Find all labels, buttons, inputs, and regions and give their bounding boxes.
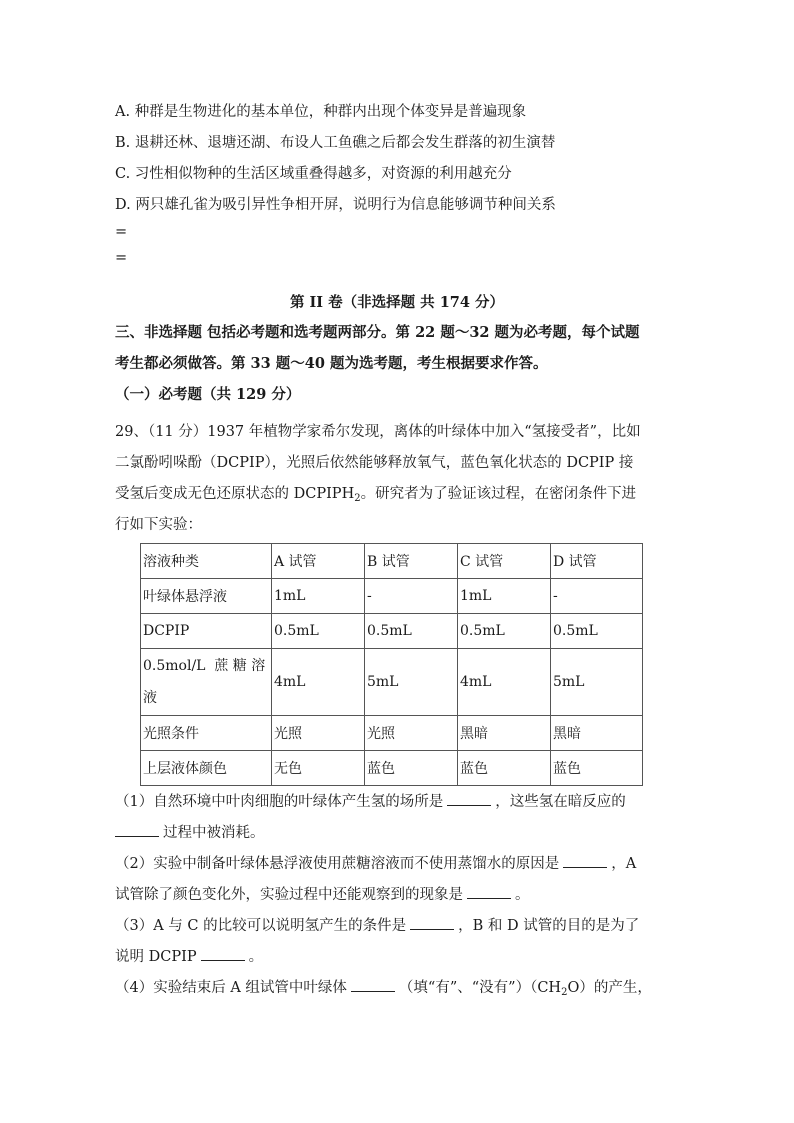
table-cell: 光照条件 (141, 716, 272, 751)
subscript-2: 2 (354, 493, 361, 504)
part-title: 第 II 卷（非选择题 共 174 分） (289, 294, 505, 311)
equals-mark-2: = (115, 250, 128, 266)
table-cell: 1mL (272, 579, 365, 614)
question-2-text-c: 试管除了颜色变化外，实验过程中还能观察到的现象是 (115, 887, 463, 903)
answer-blank[interactable] (447, 791, 491, 806)
table-cell: 叶绿体悬浮液 (141, 579, 272, 614)
section-heading-line-1: 三、非选择题 包括必考题和选考题两部分。第 22 题～32 题为必考题，每个试题 (115, 324, 640, 341)
question-3-text-c: 说明 DCPIP (115, 949, 197, 965)
table-row (141, 716, 643, 751)
sucrose-label-line-1: 0.5mol/L 蔗 糖 溶 (143, 658, 266, 674)
option-a: A. 种群是生物进化的基本单位，种群内出现个体变异是普遍现象 (115, 104, 527, 120)
question-4-text-c: O）的产生， (567, 980, 652, 996)
answer-blank[interactable] (201, 946, 245, 961)
equals-mark-1: = (115, 224, 128, 240)
table-cell: 0.5mL (458, 614, 551, 649)
question-3-line-1 (115, 915, 639, 936)
question-4-line-1 (115, 977, 652, 998)
question-3-text-d: 。 (248, 949, 264, 965)
question-1-line-1 (115, 791, 626, 812)
table-cell: 5mL (365, 649, 458, 716)
q29-line-4: 行如下实验： (115, 517, 202, 533)
option-c: C. 习性相似物种的生活区域重叠得越多，对资源的利用越充分 (115, 166, 512, 182)
table-cell-sucrose (141, 649, 272, 716)
subscript-2: 2 (561, 987, 568, 998)
sucrose-label-line-2: 液 (143, 690, 157, 706)
table-cell: - (551, 579, 643, 614)
table-header-cell: B 试管 (365, 544, 458, 579)
q29-line-3 (115, 484, 636, 504)
table-cell: 1mL (458, 579, 551, 614)
experiment-table (140, 543, 643, 786)
answer-blank[interactable] (115, 822, 159, 837)
question-4-text: （4）实验结束后 A 组试管中叶绿体 (115, 980, 347, 996)
table-header-cell: D 试管 (551, 544, 643, 579)
question-2-line-1 (115, 853, 636, 874)
table-cell: - (365, 579, 458, 614)
question-3-text: （3）A 与 C 的比较可以说明氢产生的条件是 (115, 918, 407, 934)
answer-blank[interactable] (563, 853, 607, 868)
question-1-text-c: 过程中被消耗。 (163, 825, 265, 841)
table-cell: 无色 (272, 751, 365, 786)
table-row (141, 614, 643, 649)
table-cell: 上层液体颜色 (141, 751, 272, 786)
question-1-text-b: ，这些氢在暗反应的 (495, 794, 626, 810)
table-cell: 黑暗 (551, 716, 643, 751)
question-3-line-2 (115, 946, 263, 967)
table-cell: DCPIP (141, 614, 272, 649)
table-header-cell: C 试管 (458, 544, 551, 579)
table-cell: 4mL (458, 649, 551, 716)
table-cell: 0.5mL (551, 614, 643, 649)
table-cell: 光照 (272, 716, 365, 751)
question-1-line-2 (115, 822, 265, 843)
answer-blank[interactable] (410, 915, 454, 930)
question-2-text-b: ，A (611, 856, 637, 872)
required-questions-heading: （一）必考题（共 129 分） (115, 386, 301, 403)
q29-line-3-text: 受氢后变成无色还原状态的 DCPIPH (115, 486, 355, 502)
question-2-line-2 (115, 884, 530, 905)
question-2-text-d: 。 (515, 887, 530, 903)
table-cell: 4mL (272, 649, 365, 716)
table-header-cell: A 试管 (272, 544, 365, 579)
question-2-text: （2）实验中制备叶绿体悬浮液使用蔗糖溶液而不使用蒸馏水的原因是 (115, 856, 560, 872)
table-cell: 蓝色 (551, 751, 643, 786)
table-cell: 0.5mL (365, 614, 458, 649)
answer-blank[interactable] (467, 884, 511, 899)
table-row (141, 579, 643, 614)
table-row (141, 649, 643, 716)
q29-line-2: 二氯酚吲哚酚（DCPIP），光照后依然能够释放氧气，蓝色氧化状态的 DCPIP 接 (115, 455, 634, 471)
question-1-text: （1）自然环境中叶肉细胞的叶绿体产生氢的场所是 (115, 794, 444, 810)
table-cell: 5mL (551, 649, 643, 716)
table-header-row (141, 544, 643, 579)
table-cell: 光照 (365, 716, 458, 751)
question-3-text-b: ，B 和 D 试管的目的是为了 (458, 918, 640, 934)
table-header-cell: 溶液种类 (141, 544, 272, 579)
q29-line-3-tail: 。研究者为了验证该过程，在密闭条件下进 (360, 486, 637, 502)
section-heading-line-2: 考生都必须做答。第 33 题～40 题为选考题，考生根据要求作答。 (115, 355, 548, 372)
table-cell: 蓝色 (458, 751, 551, 786)
table-cell: 蓝色 (365, 751, 458, 786)
table-row (141, 751, 643, 786)
option-b: B. 退耕还林、退塘还湖、布设人工鱼礁之后都会发生群落的初生演替 (115, 135, 556, 151)
question-4-text-b: （填“有”、“没有”）（CH (398, 980, 562, 996)
answer-blank[interactable] (351, 977, 395, 992)
q29-line-1: 29、（11 分）1937 年植物学家希尔发现，离体的叶绿体中加入“氢接受者”，比如 (115, 424, 641, 440)
option-d: D. 两只雄孔雀为吸引异性争相开屏，说明行为信息能够调节种间关系 (115, 197, 556, 213)
table-cell: 黑暗 (458, 716, 551, 751)
table-cell: 0.5mL (272, 614, 365, 649)
